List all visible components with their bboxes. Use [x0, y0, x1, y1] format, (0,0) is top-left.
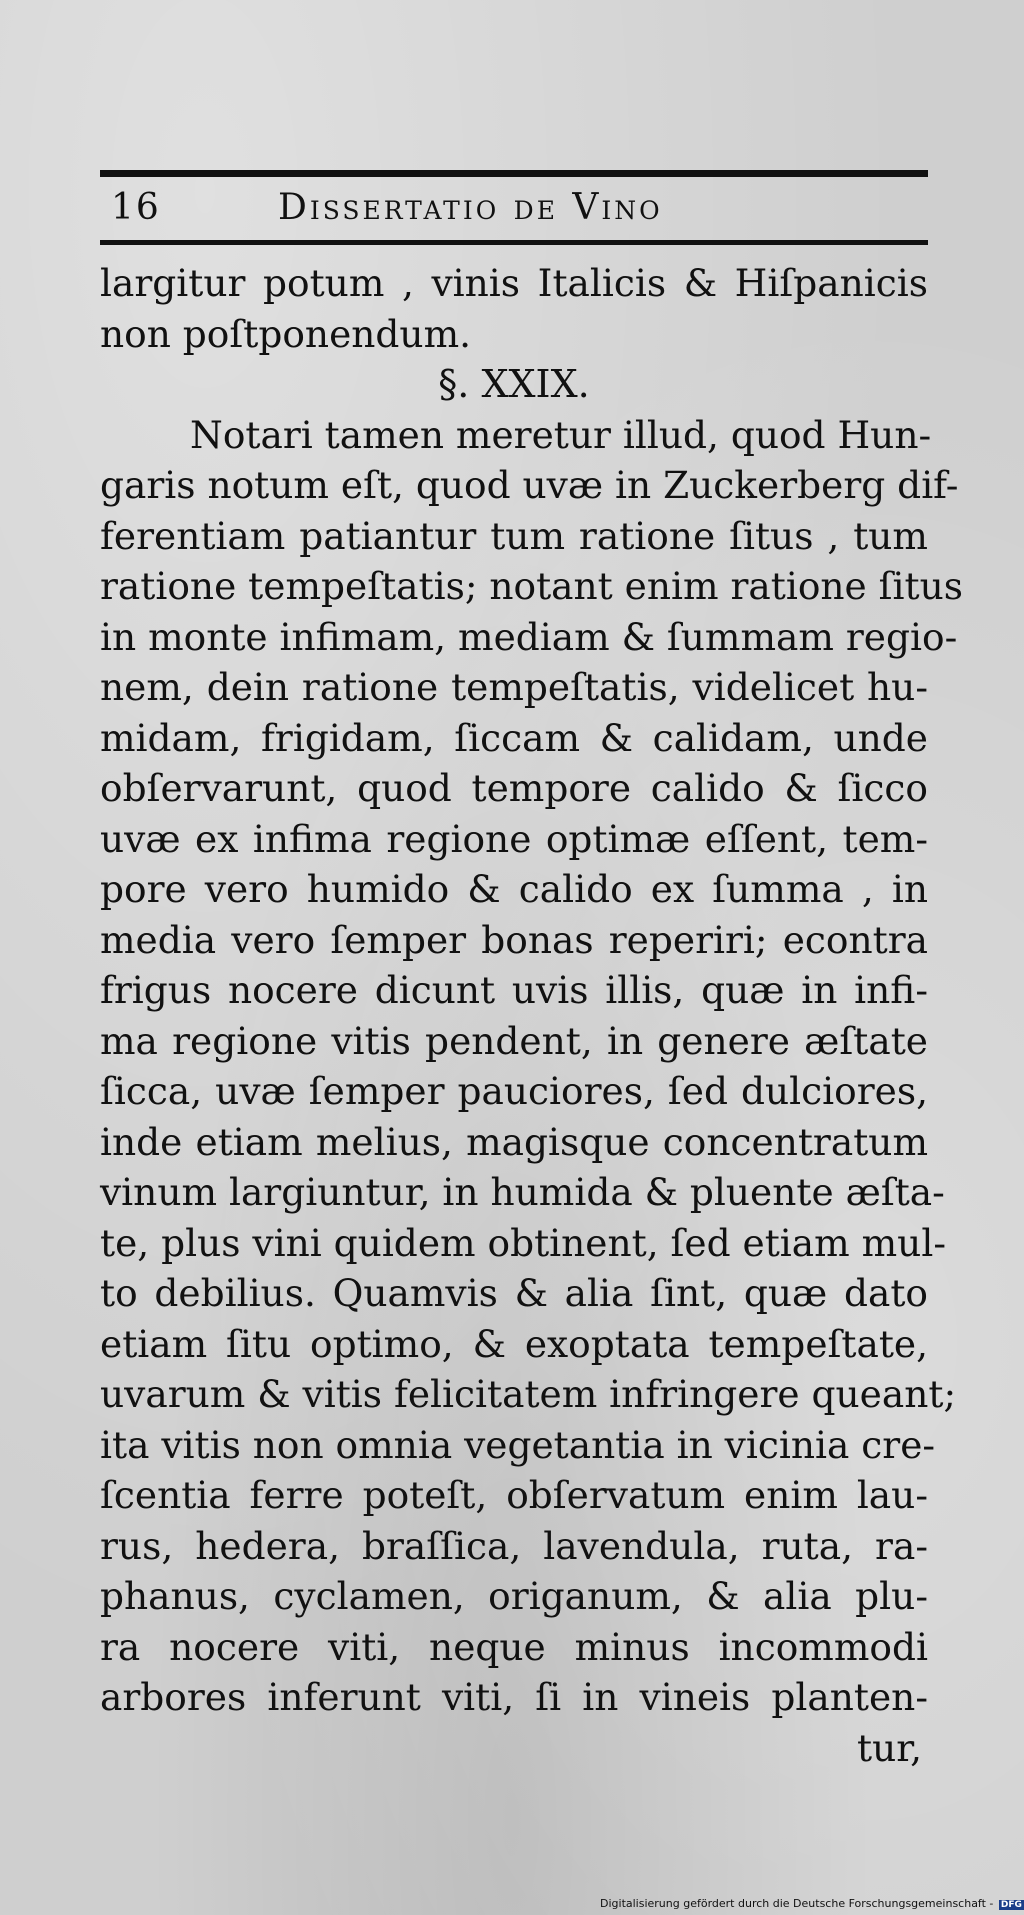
text-line: ſcentia ferre poteſt, obſervatum enim lau- [100, 1473, 928, 1517]
digitization-credit [600, 1897, 1022, 1913]
text-line: etiam ſitu optimo, & exoptata tempeſtate, [100, 1321, 928, 1366]
header-rule-bottom [100, 240, 928, 245]
text-line: in monte infimam, mediam & ſummam regio- [100, 614, 958, 659]
header-rule-top [100, 170, 928, 177]
text-line: inde etiam melius, magisque concentratum [100, 1119, 928, 1164]
text-line: ita vitis non omnia vegetantia in vicinia cre- [100, 1422, 936, 1467]
running-title: Dissertatio de Vino [278, 187, 663, 228]
credit-text: Digitalisierung gefördert durch die Deutsche Forschungsgemeinschaft - [600, 1897, 994, 1910]
text-line: ſicca, uvæ ſemper pauciores, ſed dulciores, [100, 1069, 928, 1113]
text-line: arbores inferunt viti, ſi in vineis planten- [100, 1675, 928, 1719]
text-line: non poſtponendum. [100, 311, 472, 356]
text-line: ra nocere viti, neque minus incommodi [100, 1624, 928, 1669]
text-line: uvarum & vitis felicitatem infringere queant; [100, 1372, 957, 1416]
text-line: vinum largiuntur, in humida & pluente æſta- [100, 1170, 945, 1214]
page-header [103, 183, 923, 233]
text-line: ratione tempeſtatis; notant enim ratione ſitus [100, 564, 964, 608]
text-line: Notari tamen meretur illud, quod Hun- [190, 412, 932, 457]
text-line: ferentiam patiantur tum ratione ſitus , tum [100, 513, 928, 558]
text-line: obſervarunt, quod tempore calido & ſicco [100, 766, 928, 810]
text-line: to debilius. Quamvis & alia ſint, quæ dato [100, 1271, 928, 1315]
text-line: te, plus vini quidem obtinent, ſed etiam mul- [100, 1220, 947, 1265]
text-line: largitur potum , vinis Italicis & Hiſpanicis [100, 261, 928, 305]
text-line: phanus, cyclamen, origanum, & alia plu- [100, 1574, 928, 1618]
text-line: nem, dein ratione tempeſtatis, videlicet hu- [100, 665, 928, 709]
text-line: media vero ſemper bonas reperiri; econtra [100, 917, 928, 962]
text-line: frigus nocere dicunt uvis illis, quæ in infi- [100, 968, 928, 1012]
catchword: tur, [857, 1725, 922, 1770]
dfg-logo-badge: DFG [1000, 1900, 1022, 1910]
text-line: ma regione vitis pendent, in genere æſtate [100, 1018, 928, 1063]
text-line: uvæ ex infima regione optimæ eſſent, tem- [100, 816, 928, 861]
page-number: 16 [111, 187, 161, 228]
text-line: garis notum eſt, quod uvæ in Zuckerberg dif- [100, 463, 959, 507]
section-heading: §. XXIX. [438, 362, 590, 406]
text-line: pore vero humido & calido ex ſumma , in [100, 867, 928, 911]
text-line: midam, frigidam, ſiccam & calidam, unde [100, 715, 928, 760]
text-line: rus, hedera, braſſica, lavendula, ruta, ra- [100, 1523, 928, 1568]
body-text [100, 258, 964, 1773]
